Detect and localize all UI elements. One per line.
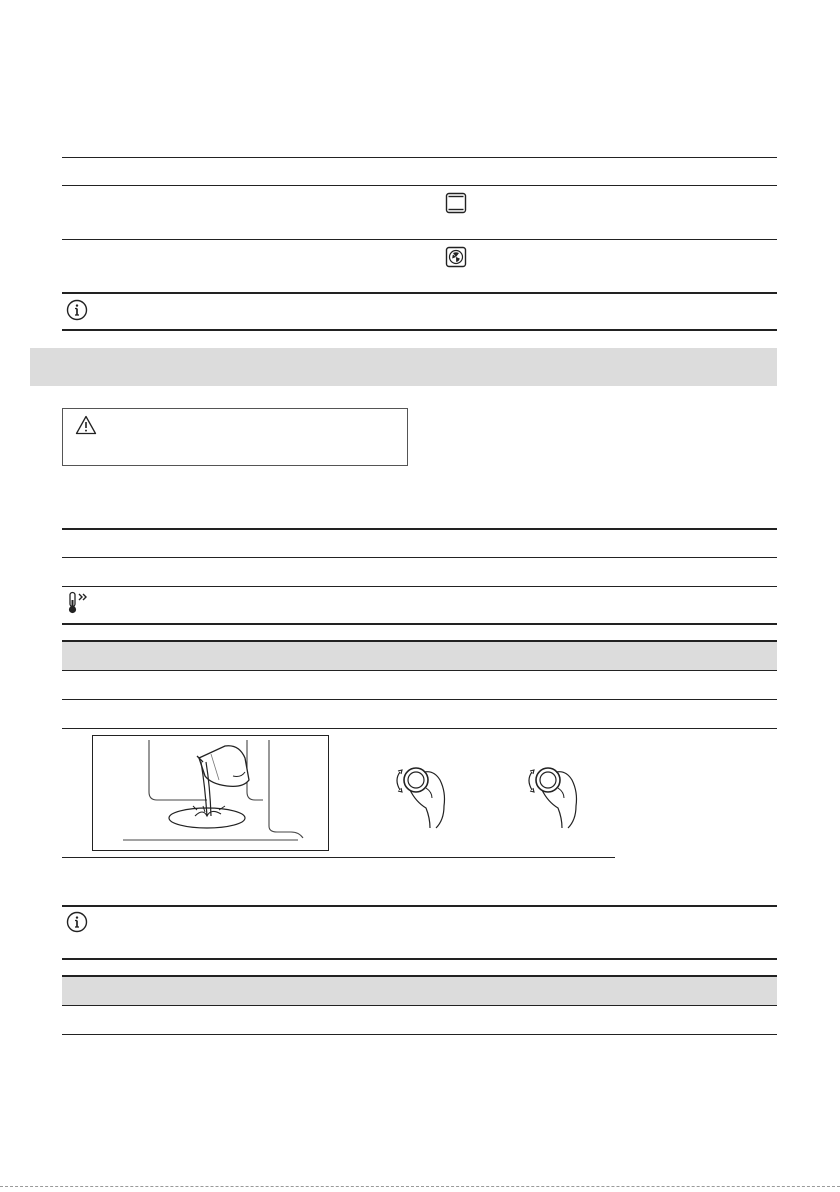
info-note-bottom-rule	[62, 958, 777, 960]
top-table-header-rule	[62, 157, 777, 158]
cleaning-table-header-rule	[62, 670, 777, 671]
water-pouring-illustration	[92, 735, 329, 851]
info-icon-2	[66, 911, 88, 933]
warning-triangle-icon	[75, 415, 97, 435]
cleaning-table-header-band	[62, 642, 777, 670]
page-bottom-dashed-edge	[0, 1186, 840, 1187]
bottom-table-row-rule	[62, 1034, 777, 1035]
top-table-row-rule-3	[62, 292, 777, 294]
mid-table-row-rule-1	[62, 557, 777, 558]
info-note-top-rule	[62, 905, 777, 907]
thermometer-fast-heat-icon	[66, 591, 92, 615]
oven-conventional-heat-icon	[445, 192, 467, 214]
oven-fan-heat-icon	[445, 246, 467, 268]
info-icon	[66, 299, 88, 321]
section-heading-band	[30, 348, 777, 386]
cleaning-table-figure-rule	[62, 857, 615, 858]
top-table-row-rule-1	[62, 185, 777, 186]
bottom-table-header-band	[62, 977, 777, 1005]
cleaning-table-row-rule-2	[62, 728, 777, 729]
cleaning-table-row-rule-1	[62, 699, 777, 700]
warning-box	[62, 408, 408, 466]
bottom-table-header-rule	[62, 1005, 777, 1006]
mid-table-top-rule	[62, 528, 777, 530]
mid-table-bottom-rule	[62, 623, 777, 625]
knob-turn-right-illustration	[522, 758, 584, 830]
knob-turn-left-illustration	[390, 758, 452, 830]
top-table-row-rule-2	[62, 239, 777, 240]
top-table-bottom-rule	[62, 329, 777, 331]
mid-table-row-rule-2	[62, 586, 777, 587]
